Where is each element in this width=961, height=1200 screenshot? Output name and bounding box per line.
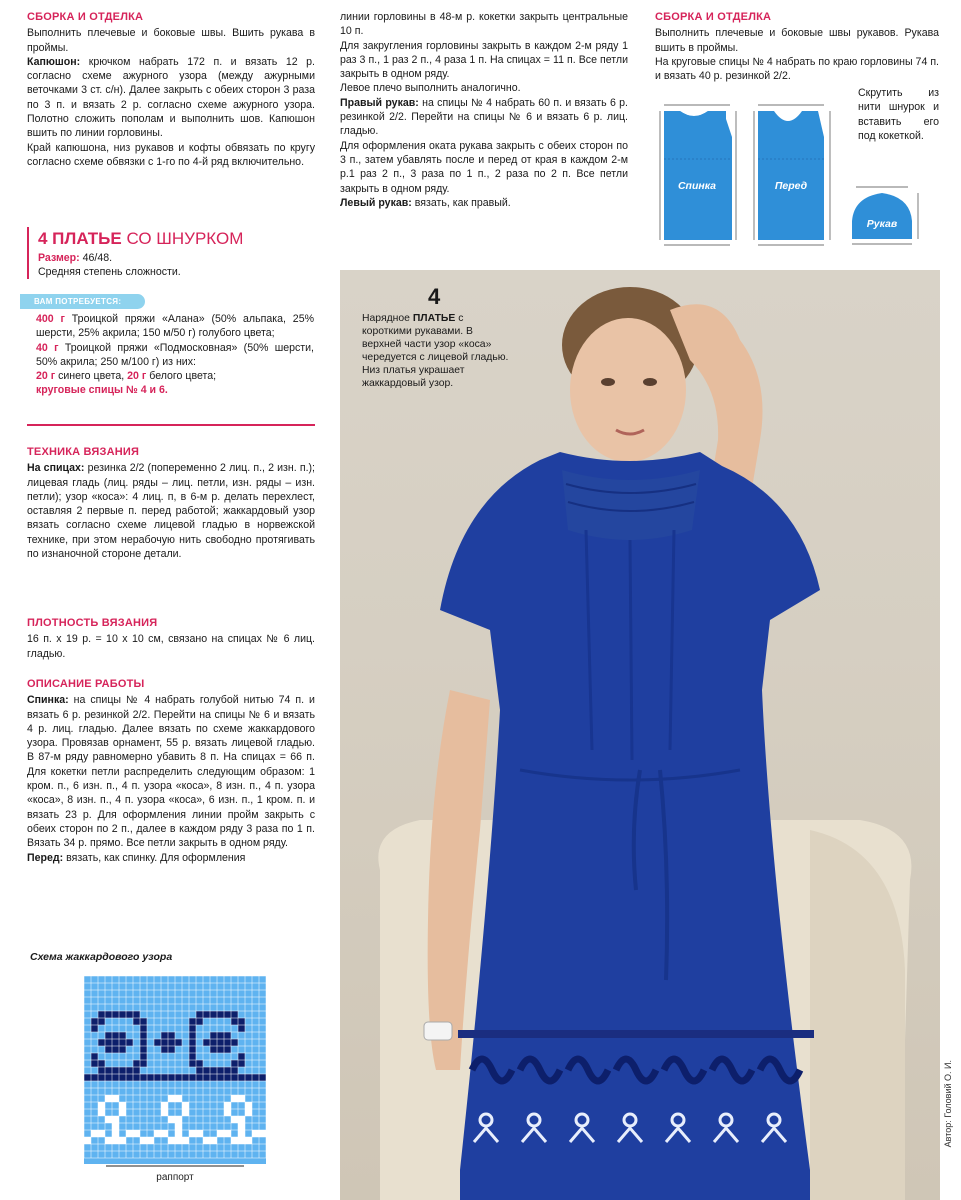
chart-cell: [140, 1046, 147, 1053]
chart-cell: [210, 1032, 217, 1039]
right-sleeve-label: Правый рукав:: [340, 96, 419, 109]
photo-caption: [362, 284, 512, 390]
chart-cell: [98, 1102, 105, 1109]
chart-cell: [98, 1109, 105, 1116]
jacquard-chart: [84, 976, 266, 1184]
right-text-1: Выполнить плечевые и боковые швы рукавов. Рукава вшить в проймы.: [655, 27, 939, 54]
chart-cell: [238, 1074, 245, 1081]
chart-cell: [84, 1137, 91, 1144]
chart-cell: [245, 1074, 252, 1081]
title-rule: [27, 227, 29, 279]
chart-cell: [217, 1046, 224, 1053]
chart-cell: [175, 1074, 182, 1081]
chart-cell: [112, 1046, 119, 1053]
chart-cell: [98, 1039, 105, 1046]
chart-cell: [175, 1137, 182, 1144]
chart-cell: [133, 1018, 140, 1025]
chart-cell: [112, 1123, 119, 1130]
middle-text-2: Для закругления горловины закрыть в каждом 2-м ряду 1 раз 3 п., 1 раз 2 п., 4 раза 1 п. На спицах = 11 п. Все петли закрыть в одном ряду.: [340, 39, 628, 81]
chart-cell: [91, 1074, 98, 1081]
middle-text-3: Левое плечо выполнить аналогично.: [340, 82, 521, 95]
chart-cell: [126, 1074, 133, 1081]
chart-cell: [161, 1074, 168, 1081]
chart-cell: [98, 1130, 105, 1137]
chart-cell: [161, 1046, 168, 1053]
description-block: [27, 677, 315, 865]
chart-cell: [126, 1130, 133, 1137]
materials-list: [36, 312, 314, 398]
right-eye: [643, 378, 657, 386]
need-3-text-a: синего цвета,: [58, 370, 125, 383]
technique-text: резинка 2/2 (попеременно 2 лиц. п., 2 изн. п.); лицевая гладь (лиц. ряды – лиц. петли, изн. ряды – изн. петли); узор «коса»: 4 лиц. п, в 6-м р. делать перехлест, оставляя 2 первые п. перед работой; жаккардовый узор вязать согласно схеме лицевой гладью в норвежской технике, при этом нерабочую нить свободно протягивать по изнаночной стороне детали.: [27, 462, 316, 561]
chart-cell: [112, 1074, 119, 1081]
chart-cell: [161, 1109, 168, 1116]
technique-block: [27, 445, 315, 561]
cable-stripe: [630, 540, 632, 760]
chart-cell: [231, 1074, 238, 1081]
middle-text-4: Для оформления оката рукава закрыть с обеих сторон по 3 п., затем убавлять после и перед от края в каждом 2-м р.1 раз 2 п., 3 раза по 1 п., 2 раза по 2 п. Все петли закрыть в одном ряду.: [340, 139, 628, 195]
chart-cell: [119, 1011, 126, 1018]
chart-cell: [224, 1109, 231, 1116]
pattern-back-piece: [660, 105, 736, 245]
chart-cell: [133, 1060, 140, 1067]
chart-cell: [126, 1039, 133, 1046]
chart-cell: [210, 1039, 217, 1046]
dress-photo: [340, 270, 940, 1200]
description-heading: ОПИСАНИЕ РАБОТЫ: [27, 678, 145, 690]
border-line: [458, 1030, 814, 1038]
chart-cell: [203, 1011, 210, 1018]
chart-cell: [140, 1060, 147, 1067]
chart-cell: [105, 1095, 112, 1102]
back-text: на спицы № 4 набрать голубой нитью 74 п. и вязать 6 р. резинкой 2/2. Перейти на спицы № 6 и вязать 4 р. лиц. гладью. Далее вязать по схеме жаккардового узора. Провязав орнамент, 55 р. вязать лицевой гладью. В 87-м ряду равномерно убавить 8 п. На спицах = 66 п. Для кокетки петли распределить следующим образом: 1 кром. п., 6 изн. п., 4 п. узора «коса», 8 изн. п., 4 п. узора «коса», 8 изн. п., 4 п. узора «коса», 6 изн. п., 1 кром. п. и вязать 23 р. Для оформления линии пройм закрыть с обеих сторон по 2 п., далее в каждом ряду 3 раза по 1 п. Вязать 34 р. прямо. Все петли закрыть в одном ряду.: [27, 694, 315, 850]
chart-cell: [231, 1095, 238, 1102]
chart-cell: [105, 1116, 112, 1123]
middle-column: [340, 10, 628, 210]
chart-cell: [126, 1011, 133, 1018]
chart-cell: [238, 1060, 245, 1067]
chart-cell: [210, 1137, 217, 1144]
chart-cell: [119, 1074, 126, 1081]
chart-cell: [224, 1039, 231, 1046]
materials-rule: [27, 424, 315, 426]
chart-cell: [231, 1060, 238, 1067]
chart-cell: [140, 1018, 147, 1025]
left-sleeve-label: Левый рукав:: [340, 196, 412, 209]
chart-cell: [196, 1074, 203, 1081]
chart-cell: [133, 1074, 140, 1081]
caption-c: с короткими рукавами. В верхней части узор «коса» чередуется с лицевой гладью. Низ платья украшает жаккардовый узор.: [362, 313, 509, 389]
author-credit: Автор: Головий О. И.: [943, 1060, 953, 1148]
chart-cell: [189, 1060, 196, 1067]
chart-cell: [210, 1011, 217, 1018]
chart-cell: [112, 1116, 119, 1123]
chart-cell: [161, 1102, 168, 1109]
pattern-title: [38, 229, 243, 249]
chart-cell: [105, 1046, 112, 1053]
chart-cell: [161, 1032, 168, 1039]
chart-cell: [224, 1046, 231, 1053]
chart-cell: [161, 1130, 168, 1137]
chart-cell: [238, 1137, 245, 1144]
chart-cell: [133, 1130, 140, 1137]
scheme-caption: Схема жаккардового узора: [30, 951, 173, 963]
chart-cell: [252, 1130, 259, 1137]
chart-cell: [175, 1116, 182, 1123]
chart-cell: [224, 1067, 231, 1074]
chart-cell: [105, 1032, 112, 1039]
chart-cell: [161, 1039, 168, 1046]
pattern-back-label: Спинка: [677, 180, 717, 192]
chart-cell: [189, 1039, 196, 1046]
technique-heading: ТЕХНИКА ВЯЗАНИЯ: [27, 446, 140, 458]
chart-cell: [224, 1074, 231, 1081]
caption-b: ПЛАТЬЕ: [412, 313, 456, 324]
front-text: вязать, как спинку. Для оформления: [66, 851, 246, 864]
chart-cell: [91, 1025, 98, 1032]
need-2-text: Троицкой пряжи «Подмосковная» (50% шерсти, 50% акрила; 250 м/100 г) из них:: [36, 341, 315, 368]
chart-cell: [105, 1067, 112, 1074]
chart-cell: [189, 1074, 196, 1081]
size-block: [38, 251, 308, 280]
assembly-heading: СБОРКА И ОТДЕЛКА: [27, 11, 144, 23]
chart-cell: [98, 1074, 105, 1081]
chart-cell: [98, 1011, 105, 1018]
chart-cell: [196, 1011, 203, 1018]
chart-cell: [196, 1130, 203, 1137]
chart-cell: [112, 1137, 119, 1144]
chart-cell: [98, 1067, 105, 1074]
chart-cell: [91, 1053, 98, 1060]
pattern-sleeve-piece: [852, 187, 918, 244]
chart-cell: [231, 1116, 238, 1123]
size-value: 46/48.: [82, 252, 113, 264]
chart-cell: [238, 1123, 245, 1130]
need-3-amount-b: 20 г: [127, 370, 147, 383]
chart-cell: [147, 1074, 154, 1081]
need-label: ВАМ ПОТРЕБУЕТСЯ:: [20, 294, 145, 309]
chart-cell: [217, 1130, 224, 1137]
pattern-sleeve-label: Рукав: [866, 218, 898, 230]
chart-cell: [259, 1074, 266, 1081]
chart-cell: [168, 1046, 175, 1053]
chart-cell: [189, 1032, 196, 1039]
chart-cell: [189, 1025, 196, 1032]
density-text: 16 п. х 19 р. = 10 х 10 см, связано на спицах № 6 лиц. гладью.: [27, 633, 315, 660]
chart-cell: [119, 1046, 126, 1053]
chart-cell: [119, 1109, 126, 1116]
hood-paragraph: [27, 55, 315, 141]
left-sleeve-text: вязать, как правый.: [414, 196, 511, 209]
hood-text: крючком набрать 172 п. и вязать 12 р. согласно схеме ажурного узора (между ажурными веточками 3 ст. с/н). Далее закрыть с обеих сторон 3 раза по 3 п. и вязать 2 р. согласно схеме ажурного узора. Полотно сложить пополам и выполнить шов. Капюшон вшить по линии горловины.: [27, 55, 315, 140]
chart-cell: [84, 1074, 91, 1081]
pattern-front-label: Перед: [774, 180, 808, 192]
chart-cell: [189, 1130, 196, 1137]
caption-a: Нарядное: [362, 313, 410, 324]
wristwatch: [424, 1022, 452, 1040]
chart-cell: [133, 1067, 140, 1074]
density-block: [27, 616, 315, 661]
chart-cell: [238, 1025, 245, 1032]
need-3-amount-a: 20 г: [36, 370, 56, 383]
chart-cell: [119, 1032, 126, 1039]
chart-cell: [182, 1109, 189, 1116]
chart-cell: [182, 1137, 189, 1144]
chart-cell: [238, 1018, 245, 1025]
chart-cell: [238, 1130, 245, 1137]
chart-cell: [210, 1074, 217, 1081]
chart-cell: [154, 1130, 161, 1137]
chart-cell: [119, 1137, 126, 1144]
chart-cell: [154, 1074, 161, 1081]
chart-cell: [168, 1137, 175, 1144]
chart-cell: [119, 1067, 126, 1074]
chart-cell: [126, 1067, 133, 1074]
chart-cell: [105, 1011, 112, 1018]
chart-cell: [140, 1137, 147, 1144]
chart-cell: [168, 1095, 175, 1102]
edge-text: Край капюшона, низ рукавов и кофты обвязать по кругу согласно схеме обвязки с 1-го по 4-й ряд включительно.: [27, 141, 315, 168]
chart-cell: [217, 1032, 224, 1039]
chart-cell: [224, 1032, 231, 1039]
chart-cell: [231, 1039, 238, 1046]
chart-cell: [168, 1032, 175, 1039]
chart-cell: [168, 1039, 175, 1046]
chart-cell: [105, 1074, 112, 1081]
chart-cell: [105, 1137, 112, 1144]
chart-cell: [238, 1095, 245, 1102]
chart-cell: [245, 1137, 252, 1144]
front-label: Перед:: [27, 851, 64, 864]
chart-cell: [196, 1018, 203, 1025]
chart-cell: [98, 1018, 105, 1025]
chart-cell: [210, 1067, 217, 1074]
right-text-3: Скрутить из нити шнурок и вставить его под кокеткой.: [858, 87, 939, 142]
need-2-amount: 40 г: [36, 341, 59, 354]
chart-cell: [231, 1011, 238, 1018]
chart-cell: [112, 1095, 119, 1102]
chart-cell: [189, 1053, 196, 1060]
chart-cell: [217, 1067, 224, 1074]
need-3-text-b: белого цвета;: [149, 370, 217, 383]
chart-cell: [210, 1046, 217, 1053]
chart-cell: [224, 1130, 231, 1137]
chart-cell: [98, 1060, 105, 1067]
chart-cell: [217, 1011, 224, 1018]
chart-cell: [196, 1060, 203, 1067]
chart-cell: [252, 1074, 259, 1081]
chart-cell: [147, 1137, 154, 1144]
chart-cell: [112, 1032, 119, 1039]
need-4: круговые спицы № 4 и 6.: [36, 384, 168, 397]
chart-cell: [112, 1067, 119, 1074]
chart-cell: [140, 1039, 147, 1046]
chart-cell: [245, 1109, 252, 1116]
chart-cell: [224, 1102, 231, 1109]
left-eye: [601, 378, 615, 386]
chart-cell: [259, 1130, 266, 1137]
chart-cell: [140, 1053, 147, 1060]
photo-illustration: [340, 270, 940, 1200]
title-number: 4 ПЛАТЬЕ: [38, 229, 122, 248]
face: [570, 318, 686, 462]
chart-cell: [105, 1039, 112, 1046]
back-label: Спинка:: [27, 694, 69, 707]
chart-cell: [91, 1060, 98, 1067]
chart-cell: [175, 1130, 182, 1137]
chart-cell: [189, 1018, 196, 1025]
chart-cell: [112, 1011, 119, 1018]
left-column: [27, 10, 315, 169]
chart-cell: [175, 1123, 182, 1130]
chart-cell: [168, 1074, 175, 1081]
chart-cell: [91, 1018, 98, 1025]
chart-cell: [168, 1116, 175, 1123]
chart-cell: [189, 1046, 196, 1053]
chart-cell: [224, 1011, 231, 1018]
chart-cell: [175, 1039, 182, 1046]
chart-cell: [140, 1074, 147, 1081]
size-label: Размер:: [38, 252, 80, 264]
right-assembly-heading: СБОРКА И ОТДЕЛКА: [655, 11, 772, 23]
chart-cell: [140, 1025, 147, 1032]
chart-cell: [91, 1130, 98, 1137]
pattern-pieces: [656, 97, 940, 249]
chart-cell: [182, 1074, 189, 1081]
chart-cell: [203, 1067, 210, 1074]
chart-cell: [238, 1116, 245, 1123]
photo-number: 4: [428, 284, 441, 309]
chart-cell: [182, 1102, 189, 1109]
right-column: [655, 10, 939, 83]
difficulty: Средняя степень сложности.: [38, 266, 181, 279]
right-sleeve-text: на спицы № 4 набрать 60 п. и вязать 6 р. резинкой 2/2. Перейти на спицы № 6 и вязать 6 р. лиц. гладью.: [340, 96, 628, 138]
need-1-text: Троицкой пряжи «Алана» (50% альпака, 25% шерсти, 25% акрила; 150 м/50 г) голубого цвета;: [36, 313, 315, 340]
chart-cell: [133, 1011, 140, 1018]
right-text-2: На круговые спицы № 4 набрать по краю горловины 74 п. и вязать 40 р. резинкой 2/2.: [655, 55, 939, 83]
technique-label: На спицах:: [27, 462, 85, 475]
chart-cell: [119, 1102, 126, 1109]
chart-cell: [203, 1137, 210, 1144]
chart-cell: [112, 1039, 119, 1046]
pattern-front-piece: [754, 105, 830, 245]
chart-cell: [231, 1067, 238, 1074]
chart-cell: [119, 1039, 126, 1046]
chart-cell: [203, 1074, 210, 1081]
chart-cell: [175, 1095, 182, 1102]
need-pill-wrap: [20, 291, 145, 309]
chart-cell: [217, 1074, 224, 1081]
chart-cell: [231, 1018, 238, 1025]
chart-cell: [217, 1039, 224, 1046]
chart-cell: [112, 1130, 119, 1137]
chart-cell: [196, 1067, 203, 1074]
chart-cell: [231, 1137, 238, 1144]
title-rest: СО ШНУРКОМ: [126, 229, 244, 248]
rapport-label: раппорт: [156, 1172, 194, 1183]
need-1-amount: 400 г: [36, 313, 65, 325]
hood-label: Капюшон:: [27, 55, 81, 68]
chart-cell: [238, 1053, 245, 1060]
chart-cell: [245, 1102, 252, 1109]
chart-cell: [203, 1039, 210, 1046]
chart-cell: [154, 1039, 161, 1046]
density-heading: ПЛОТНОСТЬ ВЯЗАНИЯ: [27, 617, 158, 629]
middle-text-1: линии горловины в 48-м р. кокетки закрыть центральные 10 п.: [340, 11, 628, 38]
chart-cell: [140, 1032, 147, 1039]
assembly-text: Выполнить плечевые и боковые швы. Вшить рукава в проймы.: [27, 27, 315, 54]
